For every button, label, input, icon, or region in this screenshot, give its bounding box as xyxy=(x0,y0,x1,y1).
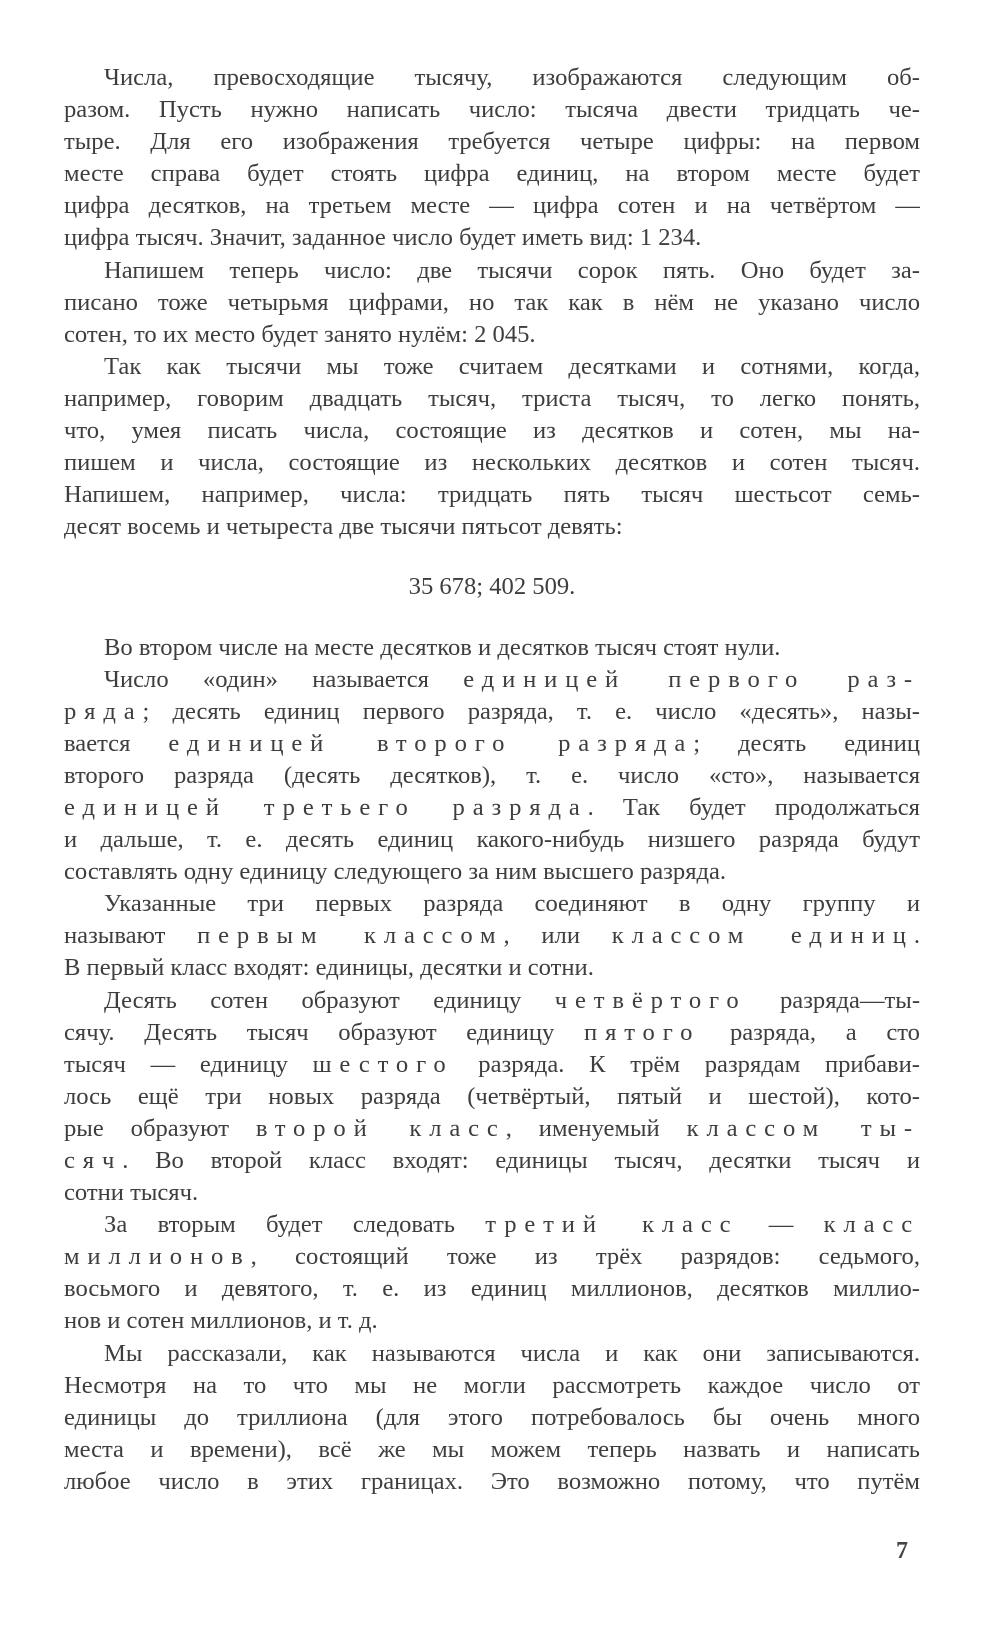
text-line: сотни тысяч. xyxy=(64,1179,199,1207)
text-line: тыре. Для его изображения требуется четыре цифры: на первом xyxy=(64,128,920,156)
text-line xyxy=(64,1049,920,1081)
text-line: лось ещё три новых разряда (четвёртый, пятый и шестой), кото- xyxy=(64,1082,920,1110)
text-line: Напишем теперь число: две тысячи сорок пять. Оно будет за- xyxy=(104,256,920,284)
spaced-term: единицей третьего разряда xyxy=(64,793,588,821)
text-line xyxy=(64,920,920,952)
text-line xyxy=(64,1145,920,1177)
spaced-term: единицей первого раз- xyxy=(463,665,920,693)
text-line: Напишем, например, числа: тридцать пять тысяч шестьсот семь- xyxy=(64,481,920,509)
text-fragment: . xyxy=(913,922,920,950)
spaced-term: сяч xyxy=(64,1147,123,1174)
text-line xyxy=(64,664,920,696)
text-line xyxy=(64,1113,920,1145)
text-line xyxy=(64,1241,920,1273)
spaced-term: четвёртого xyxy=(554,986,747,1014)
text-fragment: , или xyxy=(503,922,612,950)
body-text xyxy=(64,62,920,1498)
text-fragment: разряда. К трём разрядам прибави- xyxy=(453,1050,920,1078)
example-numbers: 35 678; 402 509. xyxy=(408,573,576,601)
text-fragment: разряда, а сто xyxy=(700,1018,920,1046)
text-fragment: называют xyxy=(64,922,198,950)
text-line: второго разряда (десять десятков), т. е. число «сто», называется xyxy=(64,761,920,789)
text-line: составлять одну единицу следующего за ним высшего разряда. xyxy=(64,858,727,886)
text-fragment: , состоящий тоже из трёх разрядов: седьмого, xyxy=(250,1243,920,1271)
spaced-term: третий класс xyxy=(485,1211,739,1239)
text-line: писано тоже четырьмя цифрами, но так как в нём не указано число xyxy=(64,288,920,316)
text-line: В первый класс входят: единицы, десятки и сотни. xyxy=(64,954,594,982)
text-fragment: разряда—ты- xyxy=(746,986,920,1014)
text-fragment: рые образуют xyxy=(64,1114,256,1142)
text-line: восьмого и девятого, т. е. из единиц миллионов, десятков миллио- xyxy=(64,1275,920,1303)
text-line: единицы до триллиона (для этого потребовалось бы очень много xyxy=(64,1403,920,1431)
text-line: любое число в этих границах. Это возможно потому, что путём xyxy=(64,1467,920,1495)
text-line: сотен, то их место будет занято нулём: 2 045. xyxy=(64,320,536,348)
text-line: цифра тысяч. Значит, заданное число будет иметь вид: 1 234. xyxy=(64,224,702,252)
spaced-term: пятого xyxy=(584,1018,701,1046)
text-line: и дальше, т. е. десять единиц какого-нибудь низшего разряда будут xyxy=(64,826,920,854)
text-line: например, говорим двадцать тысяч, триста тысяч, то легко понять, xyxy=(64,384,920,412)
text-fragment: ; десять единиц xyxy=(693,729,920,757)
text-line xyxy=(64,728,920,760)
text-line: Числа, превосходящие тысячу, изображаются следующим об- xyxy=(104,64,920,91)
spaced-term: класс xyxy=(823,1211,920,1239)
text-line: Указанные три первых разряда соединяют в одну группу и xyxy=(104,890,920,918)
text-fragment: ; десять единиц первого разряда, т. е. число «десять», назы- xyxy=(142,697,920,725)
text-line: десят восемь и четыреста две тысячи пятьсот девять: xyxy=(64,513,623,541)
text-line: Мы рассказали, как называются числа и как они записываются. xyxy=(104,1339,920,1367)
text-fragment: За вторым будет следовать xyxy=(104,1211,486,1239)
text-fragment: Десять сотен образуют единицу xyxy=(104,986,555,1014)
text-line: разом. Пусть нужно написать число: тысяча двести тридцать че- xyxy=(64,96,920,124)
text-line: нов и сотен миллионов, и т. д. xyxy=(64,1307,378,1335)
text-fragment: вается xyxy=(64,729,169,757)
spacer xyxy=(64,543,920,571)
spaced-term: единицей второго разряда xyxy=(168,729,694,757)
text-line: места и времени), всё же мы можем теперь назвать и написать xyxy=(64,1435,920,1463)
spaced-term: шестого xyxy=(312,1050,454,1078)
spaced-term: ряда xyxy=(64,697,143,725)
text-fragment: . Во второй класс входят: единицы тысяч, десятки тысяч и xyxy=(122,1147,920,1174)
text-line: пишем и числа, состоящие из нескольких десятков и сотен тысяч. xyxy=(64,449,920,477)
text-line xyxy=(64,1209,920,1241)
spaced-term: первым классом xyxy=(197,922,504,950)
text-line xyxy=(64,696,920,728)
text-line xyxy=(64,985,920,1017)
text-fragment: . Так будет продолжаться xyxy=(587,793,920,821)
spaced-term: второй класс xyxy=(255,1114,506,1142)
spaced-term: классом ты- xyxy=(686,1114,920,1142)
spaced-term: классом единиц xyxy=(611,922,914,950)
text-line: Несмотря на то что мы не могли рассмотреть каждое число от xyxy=(64,1371,920,1399)
text-line xyxy=(64,1017,920,1049)
spacer xyxy=(64,604,920,632)
text-fragment: сячу. Десять тысяч образуют единицу xyxy=(64,1018,585,1046)
spaced-term: миллионов xyxy=(64,1243,251,1271)
page-number: 7 xyxy=(896,1538,908,1564)
text-line: что, умея писать числа, состоящие из десятков и сотен, мы на- xyxy=(64,417,920,445)
text-fragment: , именуемый xyxy=(505,1114,687,1142)
text-fragment: Число «один» называется xyxy=(104,665,464,693)
text-line: Во втором числе на месте десятков и десятков тысяч стоят нули. xyxy=(104,633,781,661)
text-line: цифра десятков, на третьем месте — цифра сотен и на четвёртом — xyxy=(64,192,920,220)
text-line: месте справа будет стоять цифра единиц, на втором месте будет xyxy=(64,160,920,188)
text-fragment: тысяч — единицу xyxy=(64,1050,313,1078)
text-fragment: — xyxy=(738,1211,824,1239)
text-line xyxy=(64,792,920,824)
text-line: Так как тысячи мы тоже считаем десятками и сотнями, когда, xyxy=(104,352,920,380)
